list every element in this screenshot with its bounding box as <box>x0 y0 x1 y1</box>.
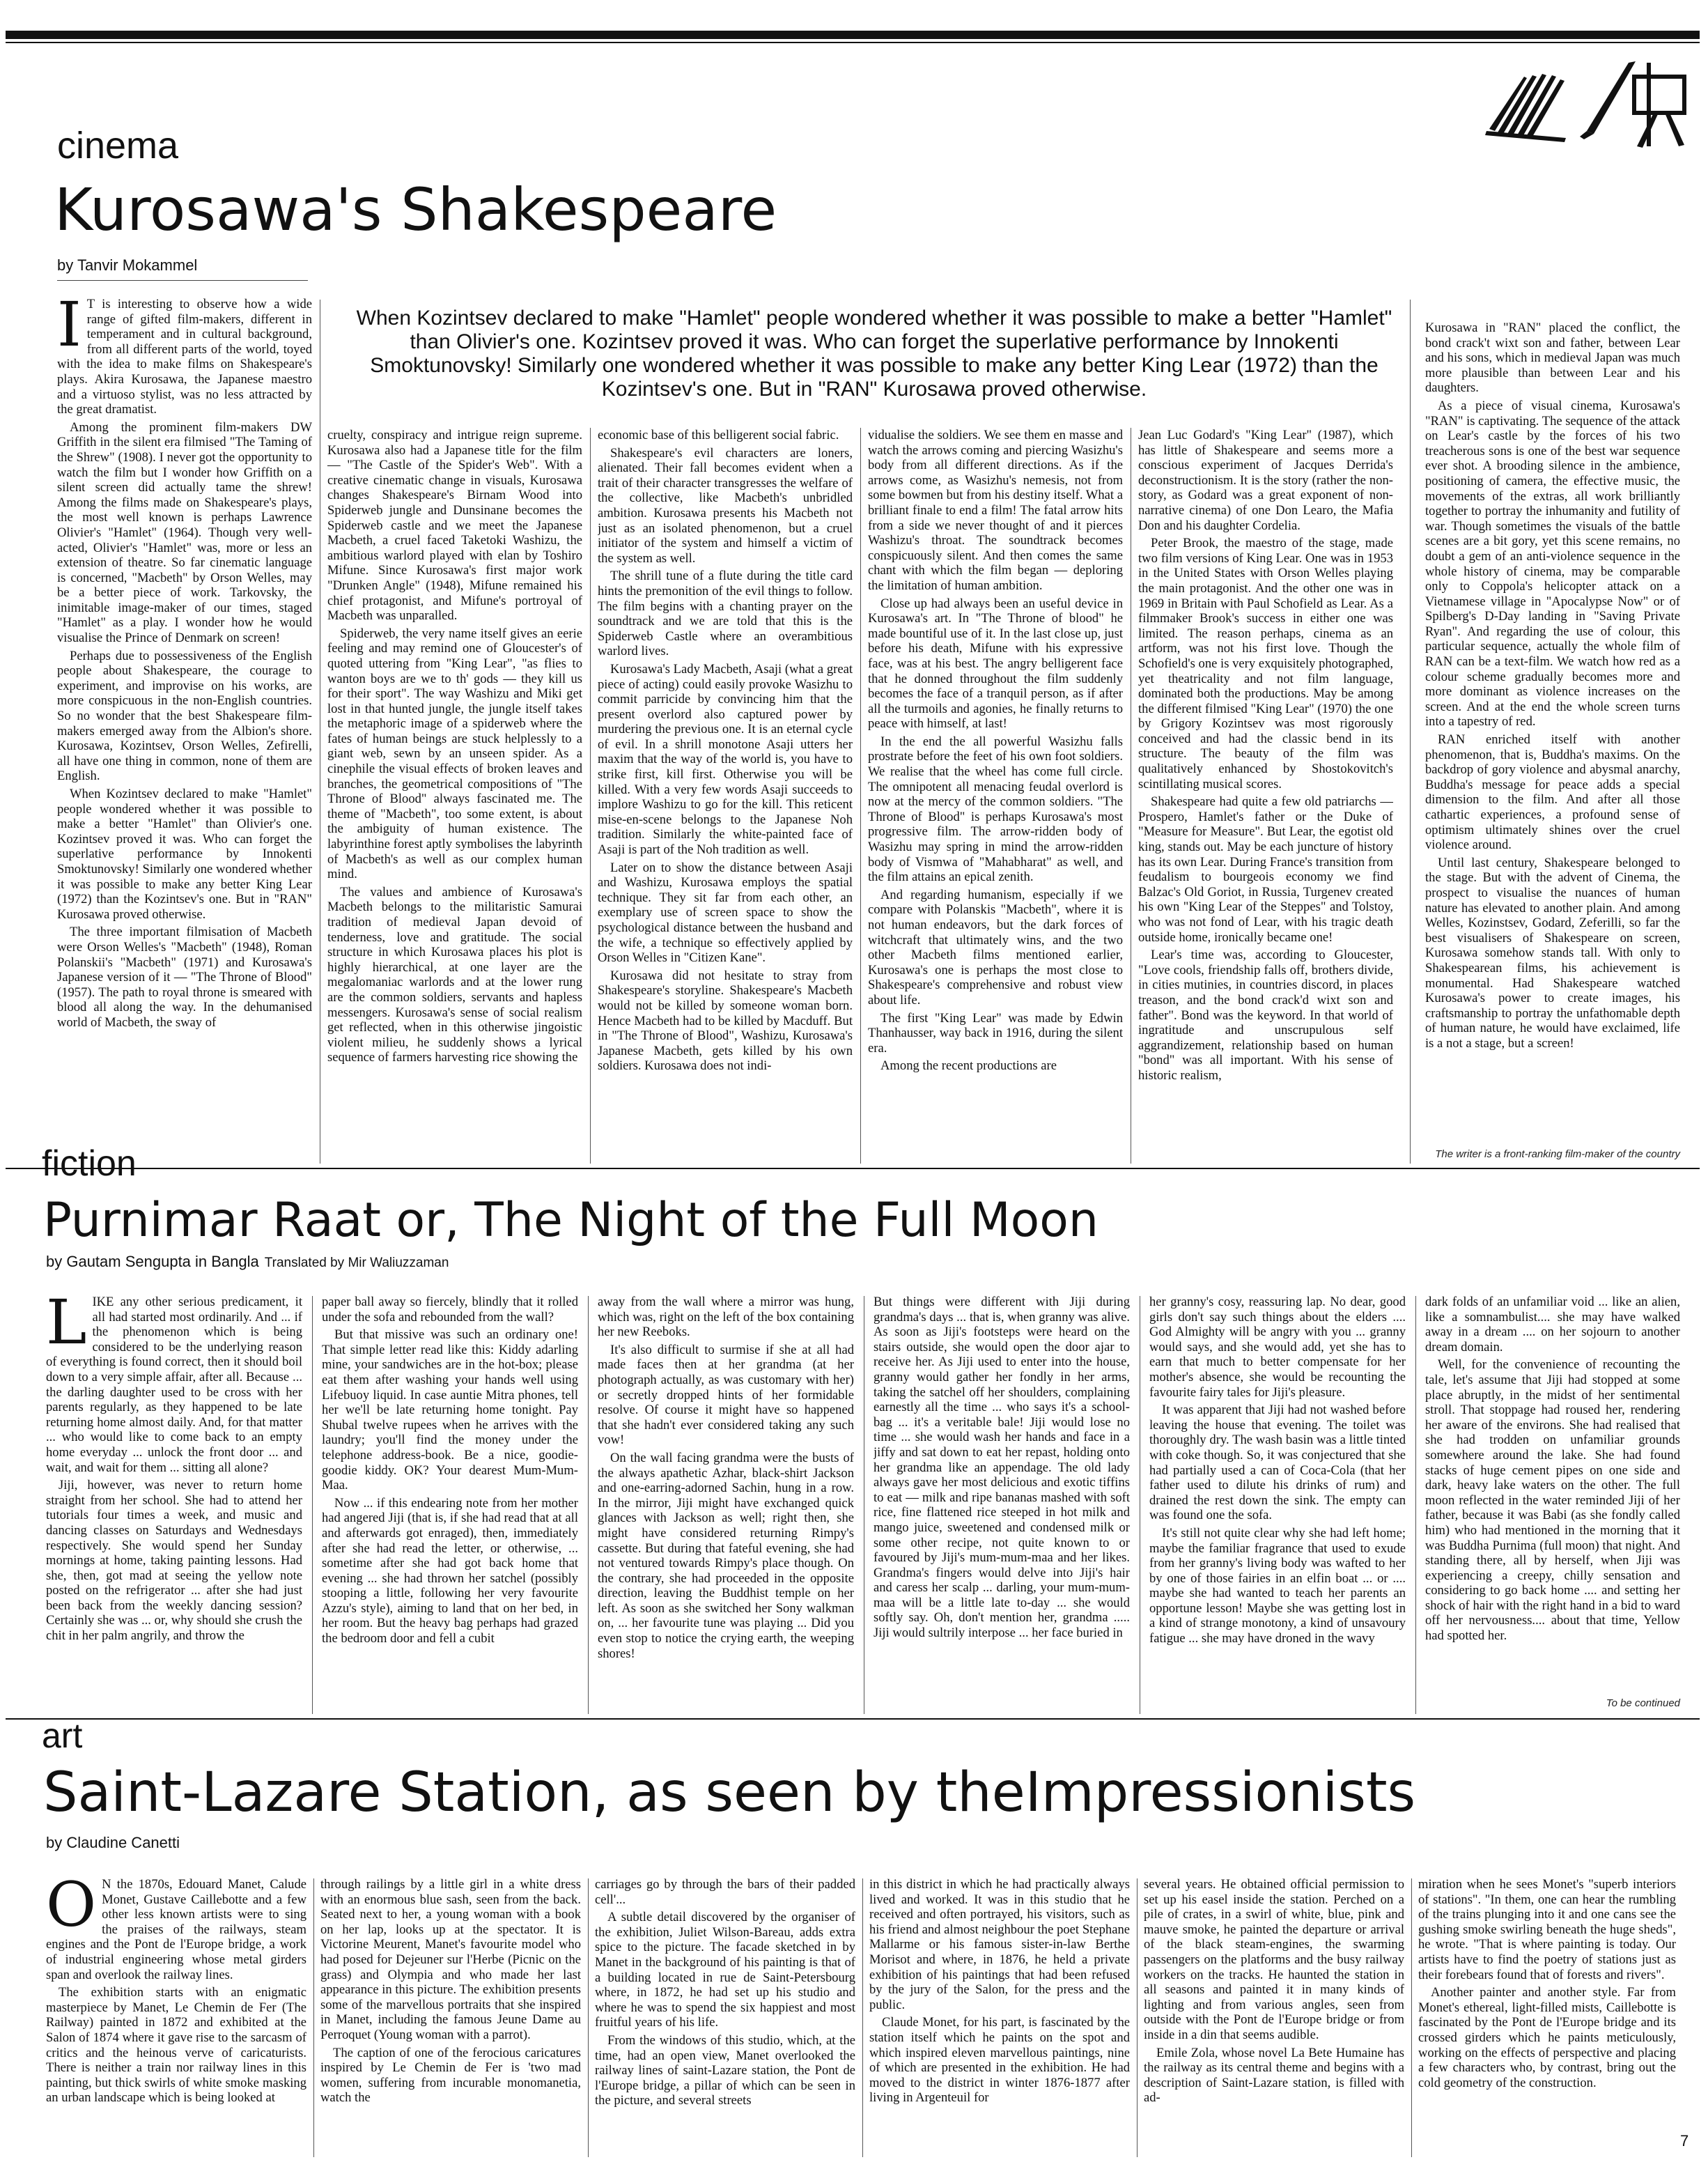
article-column <box>1149 1295 1406 1713</box>
author-credit: The writer is a front-ranking film-maker of the country <box>1435 1148 1680 1160</box>
article-title: Kurosawa's Shakespeare <box>54 176 777 244</box>
column-divider <box>313 1878 314 2157</box>
column-divider <box>588 1878 589 2157</box>
paragraph: Kurosawa did not hesitate to stray from Shakespeare's storyline. Shakespeare's Macbeth would not be killed by someone woman born. Hence Macbeth had to be killed by Macduff. But in "The Throne of Blood", Washizu, Kurosawa's Japanese Macbeth, gets killed by his own soldiers. Kurosawa does not indi- <box>598 968 853 1074</box>
paragraph: Close up had always been an useful device in Kurosawa's art. In "The Throne of blood" he made bountiful use of it. In the last close up, just before his death, Mifune with his expressive face, was at his best. The angry belligerent face that he donned throughout the film suddenly becomes the face of a tranquil person, as if after all the turmoils and agonies, he finally returns to peace with himself, at last! <box>868 596 1123 732</box>
continued-note: To be continued <box>1606 1697 1680 1709</box>
paragraph: Another painter and another style. Far from Monet's ethereal, light-filled mists, Caillebotte is fascinated by the Pont de l'Europe bridge and its crossed girders which he paints meticulously, working on the effects of perspective and placing a few characters who, by contrast, bring out the cold geometry of the construction. <box>1418 1985 1676 2090</box>
article-title: Purnimar Raat or, The Night of the Full Moon <box>43 1193 1098 1248</box>
paragraph: The three important filmisation of Macbeth were Orson Welles's "Macbeth" (1948), Roman Polanskii's "Macbeth" (1971) and Kurosawa's Japanese version of it — "The Throne of Blood" (1957). The path to royal throne is smeared with blood all along the way. In the dehumanised world of Macbeth, the sway of <box>57 925 312 1030</box>
paragraph: The caption of one of the ferocious caricatures inspired by Le Chemin de Fer is 'two mad women, suffering from incurable monomanetia, watch the <box>320 2045 581 2106</box>
paragraph: In the end the all powerful Wasizhu falls prostrate before the feet of his own foot soldiers. We realise that the wheel has come full circle. The omnipotent all menacing feudal overlord is now at the mercy of the common soldiers. "The Throne of Blood" is perhaps Kurosawa's most progressive film. The arrow-ridden body of Wasizhu may spring in mind the arrow-ridden body of Vismwa of "Mahabharat" as well, and the film attains an epical zenith. <box>868 734 1123 885</box>
paragraph: away from the wall where a mirror was hung, which was, right on the left of the box containing her new Reeboks. <box>598 1295 854 1340</box>
paragraph: From the windows of this studio, which, at the time, had an open view, Manet overlooked the railway lines of saint-Lazare station, the Pont de l'Europe bridge, a pillar of which can be seen in the picture, and several streets <box>595 2032 855 2108</box>
paragraph: paper ball away so fiercely, blindly that it rolled under the sofa and rebounded from the wall? <box>322 1295 578 1325</box>
paragraph: Peter Brook, the maestro of the stage, made two film versions of King Lear. One was in 1953 in the United States with Orson Welles playing the main protagonist. And the other one was in 1969 in Britain with Paul Schofield as Lear. As a filmmaker Brook's success in either one was limited. The reason perhaps, cinema as an artform, was not his first love. Though the Schofield's one is very exquisitely photographed, yet theatricality and not film language, dominated both the productions. May be among the different filmised "King Lear" (1970) the one by Grigory Kozintsev was most rigorously conceived and had the classic bend in its structure. The beauty of the film was qualitatively enhanced by Shostokovitch's scintillating musical scores. <box>1138 536 1393 792</box>
article-title: Saint-Lazare Station, as seen by theImpressionists <box>43 1761 1416 1824</box>
article-column <box>322 1295 578 1713</box>
column-divider <box>588 1296 589 1714</box>
byline: by Tanvir Mokammel <box>57 256 198 274</box>
paragraph: On the wall facing grandma were the busts of the always apathetic Azhar, black-shirt Jackson and one-earring-adorned Sachin, hung in a row. In the mirror, Jiji might have exchanged quick glances with Jackson as well; right then, she might have considered returning Rimpy's cassette. But during that fateful evening, she had not ventured towards Rimpy's place though. On the contrary, she had proceeded in the opposite direction, leaving the Buddhist temple on her left. As soon as she switched her Sony walkman on, ... her favourite tune was playing ... Did you even stop to notice the crying earth, the weeping shores! <box>598 1450 854 1661</box>
section-divider <box>6 1168 1700 1169</box>
paragraph: The first "King Lear" was made by Edwin Thanhausser, way back in 1916, during the silent era. <box>868 1010 1123 1056</box>
article-column <box>595 1877 855 2156</box>
paragraph: Jean Luc Godard's "King Lear" (1987), which has little of Shakespeare and seems more a conscious experiment of Jacques Derrida's deconstructionism. It is the story (rather the non-story, as Godard was a great exponent of non-narrative cinema) of one Don Learo, the Mafia Don and his daughter Cordelia. <box>1138 428 1393 533</box>
paragraph: Claude Monet, for his part, is fascinated by the station itself which he paints on the spot and which inspired eleven marvellous paintings, nine of which are presented in the exhibition. He had moved to the district in winter 1876-1877 after living in Argenteuil for <box>869 2015 1130 2106</box>
paragraph: It's also difficult to surmise if she at all had made faces then at her grandma (at her photograph actually, as was customary with her) or secretly dropped hints of her formidable resolve. Of course it might have so happened that she hadn't ever considered taking any such vow! <box>598 1342 854 1448</box>
paragraph: vidualise the soldiers. We see them en masse and watch the arrows coming and piercing Wasizhu's body from all different directions. As if the arrows come, as Wasizhu's nemesis, not from some bowmen but from his destiny itself. What a brilliant finale to end a film! The fatal arrow hits from a side we never thought of and it pierces Washizu's throat. The soundtrack becomes conspicuously silent. And then comes the same chant with which the film began — deploring the limitation of human ambition. <box>868 428 1123 593</box>
paragraph: Among the recent productions are <box>880 1058 1057 1074</box>
paragraph: Until last century, Shakespeare belonged to the stage. But with the advent of Cinema, the prospect to visualise the nuances of human nature has elevated to another plain. And among Welles, Kozinstsev, Godard, Zeferilli, so far the best visualisers of Shakespeare on screen, Kurosawa somehow stands tall. With only to Shakespearean films, his achievement is monumental. Had Shakespeare watched Kurosawa's power to create images, his craftsmanship to portray the unfathomable depth of human nature, he would have exclaimed, life is a not a stage, but a screen! <box>1425 855 1680 1051</box>
column-divider <box>590 428 591 1164</box>
byline: by Claudine Canetti <box>46 1834 180 1851</box>
byline <box>46 1253 449 1271</box>
paragraph: through railings by a little girl in a white dress with an enormous blue sash, seen from the back. Seated next to her, a young woman with a book on her lap, looks up at the spectator. It is Victorine Meurent, Manet's favourite model who had posed for Dejeuner sur l'Herbe (Picnic on the grass) and Olympia and who made her last appearance in this picture. The exhibition presents some of the marvellous portraits that she inspired in Manet, including the famous Jeune Dame au Perroquet (Young woman with a parrot). <box>320 1877 581 2042</box>
column-divider <box>1411 1878 1412 2157</box>
article-column <box>1418 1877 1676 2156</box>
article-column <box>46 1295 302 1713</box>
paragraph: Now ... if this endearing note from her mother had angered Jiji (that is, if she had read that at all and afterwards got enraged), then, immediately after she had read the letter, or otherwise, ... sometime after she had got back home that evening ... she had thrown her satchel (possibly stooping a little, following her very favourite Azzu's style), aiming to land that on her bed, in her room. But the heavy bag perhaps had grazed the bedroom door and fell a cubit <box>322 1495 578 1646</box>
paragraph: The values and ambience of Kurosawa's Macbeth belongs to the militaristic Samurai tradition of medieval Japan devoid of tenderness, love and gratitude. The social structure in which Kurosawa places his plot is highly hierarchical, at one layer are the megalomaniac warlords and at the lower rung are the common soldiers, servants and hapless messengers. Kurosawa's sense of social realism get reflected, when in this otherwise jingoistic violent milieu, he suddenly shows a lyrical sequence of farmers harvesting rice showing the <box>327 884 582 1065</box>
drop-cap: L <box>46 1295 87 1358</box>
article-column <box>1144 1877 1404 2156</box>
paragraph: Emile Zola, whose novel La Bete Humaine has the railway as its central theme and begins with a description of Saint-Lazare station, is filled with ad- <box>1144 2045 1404 2106</box>
paragraph: Well, for the convenience of recounting the tale, let's assume that Jiji had stopped at some place abruptly, in the midst of her sentimental stroll. That stoppage had roused her, rendering her aware of the environs. She had realised that she had trodden on unfamiliar grounds somewhere around the lake. She had found stacks of huge cement pipes on one side and dark, heavy lake waters on the other. The full moon reflected in the water reminded Jiji of her father, because it was Babi (as she fondly called him) who had mentioned in the morning that it was Buddha Purnima (full moon) that night. And standing there, all by herself, when Jiji was experiencing a creepy, chilly sensation and considering to go back home .... and setting her shock of hair with the right hand in a bid to ward off her nervousness.... about that time, Yellow had spotted her. <box>1425 1357 1680 1644</box>
drop-cap: I <box>57 297 81 360</box>
paragraph: The shrill tune of a flute during the title card hints the premonition of the evil things to follow. The film begins with a chanting prayer on the soundtrack and we are told that this is the Spiderweb Castle where an overambitious warlord lives. <box>598 569 853 659</box>
paragraph: When Kozintsev declared to make "Hamlet" people wondered whether it was possible to make a better "Hamlet" than Olivier's one. Kozintsev proved it was. Who can forget the superlative performance by Innokenti Smoktunovsky! Similarly one wondered whether it was possible to make any better King Lear (1972) than the Kozintsev's one. But in "RAN" Kurosawa proved otherwise. <box>57 787 312 922</box>
section-label-cinema: cinema <box>57 125 179 167</box>
paragraph: But things were different with Jiji during grandma's days ... that is, when granny was alive. As soon as Jiji's footsteps were heard on the stairs outside, she would open the door ajar to receive her. As Jiji used to enter into the house, granny would gather her fondly in her arms, taking the satchel off her shoulders, complaining earnestly all the time ... who says it's a school-bag ... it's a veritable bale! Jiji would lose no time ... she would wash her hands and face in a jiffy and sat down to eat her repast, holding onto her grandma like an appendage. The old lady always gave her most delicious and exotic tiffins to eat — milk and ripe bananas mashed with soft rice, fine flattened rice steeped in hot milk and mango juice, sweetened and condensed milk or some other recipe, not quite known to or favoured by Jiji's mum-mum-maa and her likes. Grandma's fingers would delve into Jiji's hair and caress her scalp ... darling, your mum-mum-maa will be a little late to-day ... she would softly say. Oh, don't mention her, grandma ..... Jiji would sultrily interpose ... her face buried in <box>874 1295 1130 1641</box>
top-rule-thin <box>6 42 1700 43</box>
paragraph: Shakespeare had quite a few old patriarchs — Prospero, Hamlet's father or the Duke of "Measure for Measure". But Lear, the egotist old king, stands out. May be each juncture of history has its own Lear. During France's transition from feudalism to bourgeois economy we find Balzac's Old Goriot, in Russia, Turgenev created his own "King Lear of the Steppes" and Tolstoy, who was not fond of Lear, with his tragic death outside home, ironically became one! <box>1138 794 1393 945</box>
paragraph: dark folds of an unfamiliar void ... like an alien, like a somnambulist.... she may have walked away in a dream .... on her sojourn to another dream domain. <box>1425 1295 1680 1354</box>
paragraph: IKE any other serious predicament, it all had started most ordinarily. And ... if the phenomenon which is being considered to be the underlying reason of everything is found correct, then it should boil down to a very simple affair, after all. Because ... the darling daughter used to be cross with her parents regularly, as they happened to be late returning home almost daily. And, for that matter ... who would like to come back to an empty home everyday ... unlock the front door ... and wait, and wait for them ... sitting all alone? <box>46 1295 302 1475</box>
paragraph: cruelty, conspiracy and intrigue reign supreme. Kurosawa also had a Japanese title for the film — "The Castle of the Spider's Web". With a creative cinematic change in visuals, Kurosawa changes Shakespeare's Birnam Wood into Spiderweb jungle and Dunsinane becomes the Spiderweb castle and we meet the Japanese Macbeth, a cruel faced Taketoki Washizu, the ambitious warlord played with elan by Toshiro Mifune. Since Kurosawa's first major work "Drunken Angle" (1948), Mifune remained his chief protagonist, and Mifune's portroyal of Macbeth was unparalled. <box>327 428 582 624</box>
drop-cap: O <box>46 1877 97 1940</box>
column-divider <box>312 1296 313 1714</box>
paragraph: Shakespeare's evil characters are loners, alienated. Their fall becomes evident when a trait of their character transgresses the welfare of the collective, like Macbeth's unbridled ambition. Kurosawa presents his Macbeth not just as an isolated phenomenon, but a cruel initiator of the system and himself a victim of the system as well. <box>598 445 853 566</box>
paragraph: T is interesting to observe how a wide range of gifted film-makers, different in temperament and in cultural background, from all different parts of the world, toyed with the idea to make films on Shakespeare's plays. Akira Kurosawa, the Japanese maestro and a virtuoso stylist, was no less attracted by the great dramatist. <box>57 297 312 417</box>
article-column <box>868 428 1123 1164</box>
paragraph: N the 1870s, Edouard Manet, Calude Monet, Gustave Caillebotte and a few other less known artists were to sing the praises of the railways, steam engines and the Pont de l'Europe bridge, a work of industrial engineering whose metal girders span and overlook the railway lines. <box>46 1877 306 1982</box>
top-rule-thick <box>6 31 1700 39</box>
paragraph: in this district in which he had practically always lived and worked. It was in this studio that he received and often portrayed, his visitors, such as his friend and almost neighbour the poet Stephane Mallarme or his famous sister-in-law Berthe Morisot and where, in 1876, he held a private exhibition of his paintings that had been refused by the jury of the Salon, for the press and the public. <box>869 1877 1130 2012</box>
article-column <box>320 1877 581 2156</box>
translator: Translated by Mir Waliuzzaman <box>264 1256 449 1270</box>
paragraph: Jiji, however, was never to return home straight from her school. She had to attend her tutorials four times a week, and music and dancing classes on Saturdays and Wednesdays respectively. She would spend her Sunday mornings at home, taking painting lessons. Had she, then, got mad at seeing the yellow note posted on the refrigerator ... after she had just been back from the weekly dancing session? Certainly she was ... or, why should she crush the chit in her palm angrily, and throw the <box>46 1478 302 1644</box>
paragraph: A subtle detail discovered by the organiser of the exhibition, Juliet Wilson-Bareau, adds extra spice to the picture. The facade sketched in by Manet in the background of his painting is that of a building located in rue de Saint-Petersbourg where, in 1872, he had set up his studio and where he was to spend the six happiest and most fruitful years of his life. <box>595 1910 855 2030</box>
paragraph: carriages go by through the bars of their padded cell'... <box>595 1877 855 1907</box>
paragraph: Perhaps due to possessiveness of the English people about Shakespeare, the courage to experiment, and improvise on his works, are more conspicuous in the non-English countries. So no wonder that the best Shakespeare film-makers emerged away from the Albion's shore. Kurosawa, Kozintsev, Orson Welles, Zefirelli, all have one thing in common, none of them are English. <box>57 648 312 784</box>
paragraph: Among the prominent film-makers DW Griffith in the silent era filmised "The Taming of the Shrew" (1908). I never got the opportunity to watch the film but I wonder how Griffith on a silent screen did actually tame the shrew! Among the films made on Shakespeare's plays, the most well known is perhaps Lawrence Olivier's "Hamlet" (1964). Though very well-acted, Olivier's "Hamlet" was, more or less an extension of theatre. So far cinematic language is concerned, "Macbeth" by Orson Welles, may be a better piece of work. Tarkovsky, the inimitable image-maker of our times, staged "Hamlet" as a play. I wonder how he would visualise the Prince of Denmark on screen! <box>57 419 312 646</box>
paragraph: several years. He obtained official permission to set up his easel inside the station. Perched on a pile of crates, in a swirl of white, blue, pink and mauve smoke, he painted the departure or arrival of the black steam-engines, the swarming passengers on the platforms and the busy railway workers on the tracks. He haunted the station in all seasons and painted it in many kinds of lighting and from various angles, seen from outside with the Pont de l'Europe bridge or from inside in a din that seems audible. <box>1144 1877 1404 2042</box>
paragraph: Kurosawa's Lady Macbeth, Asaji (what a great piece of acting) could easily provoke Wasizhu to commit parricide by convincing him that the present overlord also captured power by murdering the previous one. It is an eternal cycle of evil. In a shrill monotone Asaji utters her maxim that the way of the world is, you have to strike first, kill first. Otherwise you will be killed. With a very few words Asaji succeeds to implore Washizu to go for the kill. This reticent mise-en-scene belongs to the Japanese Noh tradition. Similarly the white-painted face of Asaji is part of the Noh tradition as well. <box>598 661 853 858</box>
section-divider <box>6 1718 1700 1720</box>
article-column <box>327 428 582 1164</box>
paragraph: The exhibition starts with an enigmatic masterpiece by Manet, Le Chemin de Fer (The Railway) painted in 1872 and exhibited at the Salon of 1874 where it gave rise to the sarcasm of critics and the heinous verve of caricaturists. There is neither a train nor railway lines in this painting, but thick swirls of white smoke masking an urban landscape which is being looked at <box>46 1985 306 2106</box>
column-divider <box>860 428 861 1164</box>
books-pen-easel-icon <box>1482 49 1691 153</box>
column-divider <box>1137 1878 1138 2157</box>
paragraph: miration when he sees Monet's "superb interiors of stations". "In them, one can hear the rumbling of the trains plunging into it and one cans see the gushing smoke swirling beneath the huge sheds", he wrote. "That is where painting is today. Our artists have to find the poetry of stations just as their forebears found that of forests and rivers". <box>1418 1877 1676 1982</box>
paragraph: It's still not quite clear why she had left home; maybe the familiar fragrance that used to exude from her granny's living body was wafted to her by one of those fairies in an elfin boat ... or .... maybe she had wanted to teach her parents an opportune lesson! Maybe she was getting lost in a kind of strange monotony, a kind of unsavoury fatigue ... she may have droned in the wavy <box>1149 1525 1406 1646</box>
article-column <box>598 428 853 1164</box>
pull-quote: When Kozintsev declared to make "Hamlet" people wondered whether it was possible to make a better "Hamlet" than Olivier's one. Kozintsev proved it was. Who can forget the superlative performance by Innokenti Smoktunovsky! Similarly one wondered whether it was possible to make any better King Lear (1972) than the Kozintsev's one. But in "RAN" Kurosawa proved otherwise. <box>356 307 1392 401</box>
paragraph: But that missive was such an ordinary one! That simple letter read like this: Kiddy adarling mine, your sandwiches are in the hot-box; please eat them after washing your hands well using Lifebuoy liquid. In case auntie Mitra phones, tell her we'll be late returning home tonight. Pay Shubal twelve rupees when he arrives with the laundry; you'll find the money under the telephone address-book. Be a nice, goodie-goodie kiddy. OK? Your dearest Mum-Mum-Maa. <box>322 1327 578 1493</box>
paragraph: economic base of this belligerent social fabric. <box>598 428 839 442</box>
column-divider <box>1410 300 1411 1164</box>
article-column <box>1138 428 1393 1164</box>
paragraph: It was apparent that Jiji had not washed before leaving the house that evening. The toilet was thoroughly dry. The wash basin was a little tinted with coke though. So, it was conjectured that she had partially used a can of Coca-Cola (that her father used to dilute his drinks of rum) and drained the rest down the sink. The empty can was found one the sofa. <box>1149 1403 1406 1523</box>
paragraph: Lear's time was, according to Gloucester, "Love cools, friendship falls off, brothers divide, in cities mutinies, in countries discord, in places treason, and the bond crack'd wixt son and father". Bond was the keyword. In that world of ingratitude and unscrupulous self aggrandizement, relationship based on human "bond" was all important. With his sense of historic realism, <box>1138 948 1393 1083</box>
paragraph: her granny's cosy, reassuring lap. No dear, good girls don't say such things about the elders .... God Almighty will be angry with you ... granny would says, and she would add, yet she has to earn that much to better compensate for her mother's absence, she would be recounting the favourite fairy tales for Jiji's pleasure. <box>1149 1295 1406 1400</box>
article-column <box>874 1295 1130 1713</box>
paragraph: And regarding humanism, especially if we compare with Polanskis "Macbeth", where it is not human endeavors, but the dark forces of witchcraft that ultimately wins, and the two other Macbeth films mentioned earlier, Kurosawa's one is perhaps the most close to Shakespeare's comprehensive and robust view about life. <box>868 887 1123 1008</box>
author: by Gautam Sengupta in Bangla <box>46 1253 259 1270</box>
paragraph: As a piece of visual cinema, Kurosawa's "RAN" is captivating. The sequence of the attack on Lear's castle by the forces of his two treacherous sons is one of the best war sequence ever shot. A brooding silence in the ambience, positioning of camera, the effective music, the movements of the extras, all work brilliantly together to portray the inhumanity and futility of war. Though sometimes the visuals of the battle scenes are a bit gory, yet this scene remains, no doubt a gem of an anti-violence sequence in the whole history of cinema, may be comparable only to Coppola's helicopter attack on a Vietnamese village in "Apocalypse Now" or of Spilberg's D-Day landing in "Saving Private Ryan". And regarding the use of colour, this particular sequence, actually the whole film of RAN can be a text-film. We watch how red as a colour scheme gradually becomes more and more dominant as violence increases on the screen. And at the end the whole screen turns into a tapestry of red. <box>1425 398 1680 730</box>
byline-rule <box>57 280 308 281</box>
paragraph: RAN enriched itself with another phenomenon, that is, Buddha's maxims. On the backdrop of gory violence and abysmal anarchy, Buddha's message for peace adds a special dimension to the film. And after all those cathartic experiences, a profound sense of optimism ultimately shines over the cruel violence around. <box>1425 732 1680 853</box>
section-label-art: art <box>42 1716 83 1755</box>
article-column <box>1425 321 1680 1143</box>
article-column <box>869 1877 1130 2156</box>
column-divider <box>862 1878 863 2157</box>
paragraph: Kurosawa in "RAN" placed the conflict, the bond crack't wixt son and father, between Lear and his sons, which in medieval Japan was much more plausible than between Lear and his daughters. <box>1425 321 1680 396</box>
article-column <box>1425 1295 1680 1696</box>
paragraph: Later on to show the distance between Asaji and Washizu, Kurosawa employs the spatial technique. They sit far from each other, an exemplary use of screen space to show the psychological distance between the husband and the wife, a technique so effectively applied by Orson Welles in "Citizen Kane". <box>598 860 853 966</box>
page-number: 7 <box>1680 2132 1689 2149</box>
column-divider <box>1415 1296 1416 1714</box>
article-column <box>598 1295 854 1713</box>
paragraph: Spiderweb, the very name itself gives an eerie feeling and may remind one of Gloucester's of quoted uttering from "King Lear", "as flies to wanton boys are we to th' gods — they kill us for their sport". The way Washizu and Miki get lost in that hunted jungle, the jungle itself takes the metaphoric image of a spiderweb where the fates of human beings are stuck helplessly to a giant web, sewn by an unseen spider. As a cinephile the visual effects of broken leaves and branches, the geometrical compositions of "The Throne of Blood" always fascinated me. The theme of "Macbeth", too some extent, is about the ambiguity of human existence. The labyrinthine forest aptly symbolises the labyrinth of Macbeth's as well as our complex human mind. <box>327 626 582 882</box>
section-label-fiction: fiction <box>42 1143 137 1184</box>
article-column <box>57 297 312 1164</box>
article-column <box>46 1877 306 2156</box>
